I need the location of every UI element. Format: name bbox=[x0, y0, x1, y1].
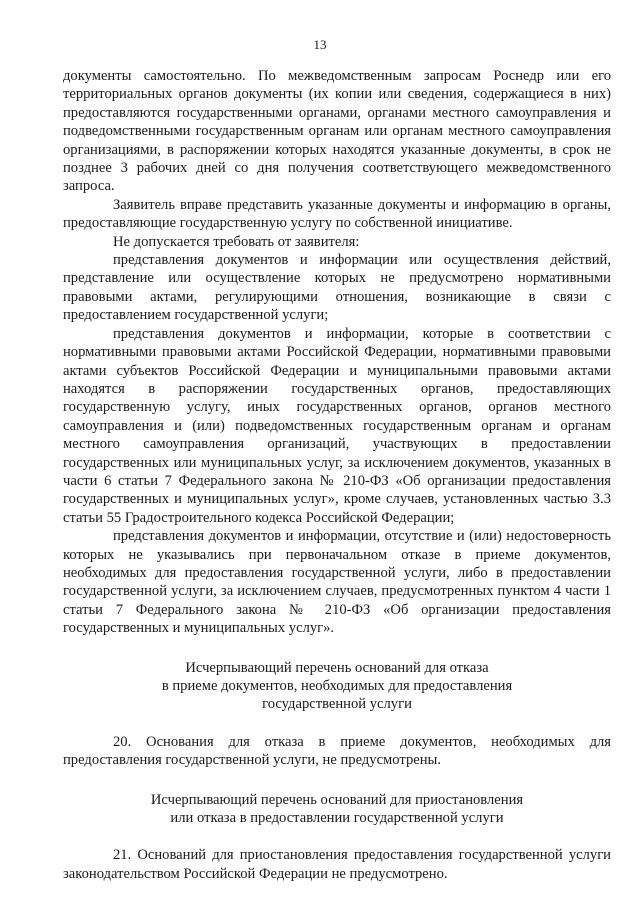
section-heading-suspension bbox=[63, 791, 611, 828]
section-heading-refusal bbox=[63, 659, 611, 714]
heading-line: Исчерпывающий перечень оснований для отказа bbox=[185, 659, 489, 676]
heading-line: в приеме документов, необходимых для предоставления bbox=[161, 678, 513, 694]
heading-line: или отказа в предоставлении государственной услуги bbox=[170, 810, 504, 827]
paragraph: представления документов и информации, отсутствие и (или) недостоверность которых не указывались при первоначальном отказе в приеме документов, необходимых для предоставления государственной услуги, либо в предоставлении государственной услуги, за исключением случаев, предусмотренных пунктом 4 части 1 статьи 7 Федерального закона № 210-ФЗ «Об организации предоставления государственных и муниципальных услуг». bbox=[63, 528, 611, 637]
paragraph: документы самостоятельно. По межведомственным запросам Роснедр или его территориальных органов документы (их копии или сведения, содержащиеся в них) предоставляются государственными органами, органами местного самоуправления и подведомственными государственным органам или органам местного самоуправления организациями, в распоряжении которых находятся указанные документы, в срок не позднее 3 рабочих дней со дня получения соответствующего межведомственного запроса. bbox=[63, 68, 611, 195]
paragraph-21: 21. Оснований для приостановления предоставления государственной услуги законодательством Российской Федерации не предусмотрено. bbox=[63, 847, 611, 882]
paragraph: представления документов и информации или осуществления действий, представление или осуществление которых не предусмотрено нормативными правовыми актами, регулирующими отношения, возникающие в связи с предоставлением государственной услуги; bbox=[63, 252, 611, 324]
heading-line: Исчерпывающий перечень оснований для приостановления bbox=[150, 791, 524, 808]
paragraph: представления документов и информации, которые в соответствии с нормативными правовыми актами Российской Федерации, нормативными правовыми актами субъектов Российской Федерации и муниципальными правовыми актами находятся в распоряжении государственных органов, предоставляющих государственную услугу, иных государственных органов, органов местного самоуправления и (или) подведомственных государственным органам и органам местного самоуправления организаций, участвующих в предоставлении государственных или муниципальных услуг, за исключением документов, указанных в части 6 статьи 7 Федерального закона № 210-ФЗ «Об организации предоставления государственных и муниципальных услуг», кроме случаев, установленных частью 3.3 статьи 55 Градостроительного кодекса Российской Федерации; bbox=[63, 325, 611, 526]
page-number: 13 bbox=[313, 37, 327, 52]
paragraph: Заявитель вправе представить указанные документы и информацию в органы, предоставляющие государственную услугу по собственной инициативе. bbox=[63, 196, 611, 232]
paragraph: Не допускается требовать от заявителя: bbox=[113, 233, 360, 250]
page-content bbox=[63, 67, 611, 883]
paragraph-20: 20. Основания для отказа в приеме документов, необходимых для предоставления государственной услуги, не предусмотрены. bbox=[63, 733, 611, 769]
heading-line: государственной услуги bbox=[262, 696, 412, 713]
